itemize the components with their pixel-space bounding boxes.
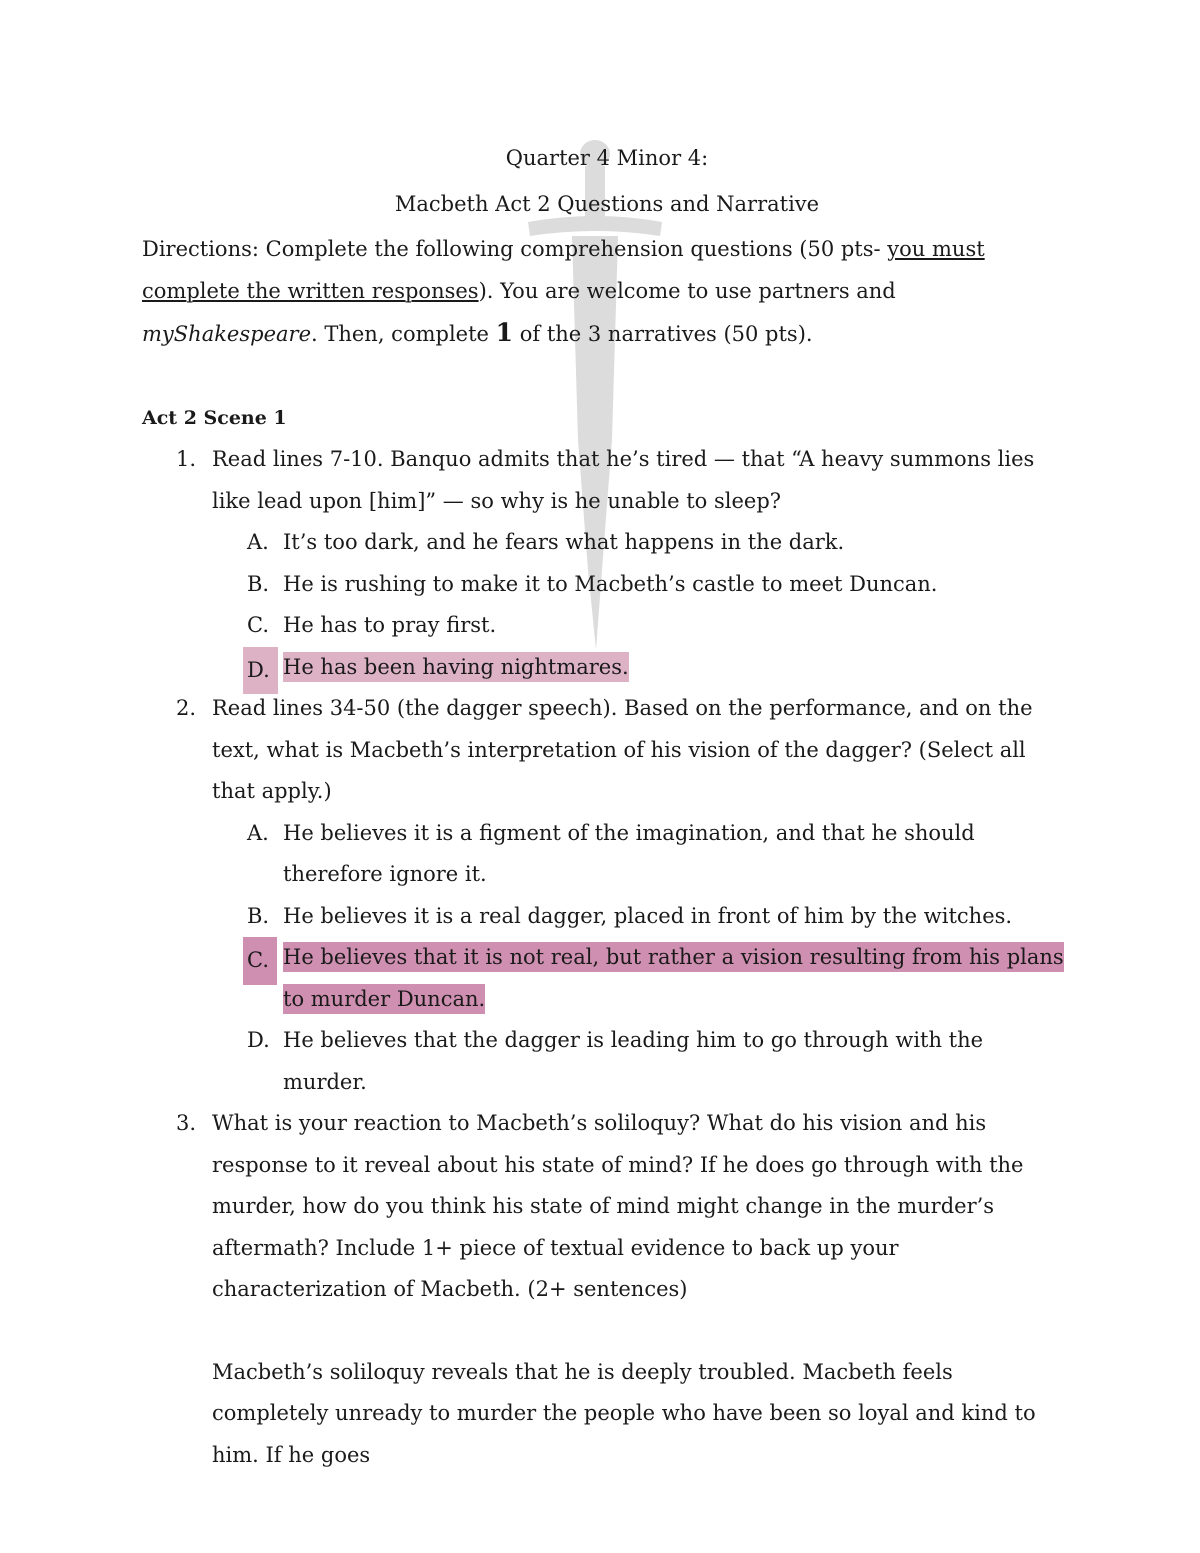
- directions-text-1: Directions: Complete the following comprehension questions (50 pts-: [142, 237, 888, 261]
- q2-option-a: [142, 813, 1072, 896]
- question-text: Read lines 7-10. Banquo admits that he’s tired — that “A heavy summons lies like lead upon [him]” — so why is he unable to sleep?: [212, 447, 1035, 513]
- option-text: He is rushing to make it to Macbeth’s castle to meet Duncan.: [283, 571, 938, 596]
- q2-option-c-highlighted: [142, 937, 1072, 1020]
- q1-option-b: [142, 564, 1072, 606]
- option-letter: D.: [247, 1028, 270, 1052]
- option-letter: C.: [247, 613, 269, 637]
- option-text: He believes that the dagger is leading him to go through with the murder.: [283, 1028, 984, 1094]
- option-letter: C.: [243, 937, 277, 985]
- option-letter: D.: [243, 647, 278, 695]
- document-body: [142, 138, 1072, 1476]
- directions-italic: myShakespeare: [142, 322, 311, 346]
- directions-bold: 1: [495, 318, 514, 347]
- directions-text-3: . Then, complete: [311, 322, 496, 346]
- option-text: He has been having nightmares.: [283, 652, 629, 682]
- option-text: He has to pray first.: [283, 613, 497, 637]
- option-text: He believes that it is not real, but rather a vision resulting from his plans to murder Duncan.: [283, 942, 1064, 1014]
- question-text: Read lines 34-50 (the dagger speech). Based on the performance, and on the text, what is Macbeth’s interpretation of his vision of the dagger? (Select all that apply.): [212, 696, 1033, 803]
- option-letter: B.: [247, 571, 270, 596]
- option-letter: B.: [247, 903, 270, 928]
- directions-paragraph: [142, 229, 1072, 356]
- question-text: What is your reaction to Macbeth’s soliloquy? What do his vision and his response to it reveal about his state of mind? If he does go through with the murder, how do you think his state of mind might change in the murder’s aftermath? Include 1+ piece of textual evidence to back up your characterization of Macbeth. (2+ sentences): [212, 1111, 1024, 1301]
- q1-option-d-highlighted: [142, 647, 1072, 689]
- student-answer: Macbeth’s soliloquy reveals that he is deeply troubled. Macbeth feels completely unready to murder the people who have been so loyal and kind to him. If he goes: [212, 1359, 1036, 1467]
- directions-text-2: ). You are welcome to use partners and: [478, 278, 896, 303]
- question-number: 3.: [176, 1111, 197, 1135]
- q1-option-a: [142, 522, 1072, 564]
- option-text: It’s too dark, and he fears what happens in the dark.: [283, 530, 845, 554]
- option-letter: A.: [247, 820, 269, 845]
- scene-heading: Act 2 Scene 1: [142, 406, 287, 429]
- page-subtitle: Macbeth Act 2 Questions and Narrative: [394, 191, 820, 216]
- q2-option-d: [142, 1020, 1072, 1103]
- page-title: Quarter 4 Minor 4:: [505, 146, 709, 170]
- option-text: He believes it is a real dagger, placed in front of him by the witches.: [283, 903, 1013, 928]
- question-3: [142, 1103, 1072, 1311]
- question-number: 1.: [176, 447, 197, 471]
- option-text: He believes it is a figment of the imagination, and that he should therefore ignore it.: [283, 820, 975, 886]
- directions-text-4: of the 3 narratives (50 pts).: [513, 322, 813, 346]
- option-letter: A.: [247, 530, 269, 554]
- question-2: [142, 688, 1072, 813]
- q2-option-b: [142, 896, 1072, 938]
- question-1: [142, 439, 1072, 522]
- question-number: 2.: [176, 696, 197, 720]
- directions-underlined: you must complete the written responses: [142, 237, 985, 303]
- q1-option-c: [142, 605, 1072, 647]
